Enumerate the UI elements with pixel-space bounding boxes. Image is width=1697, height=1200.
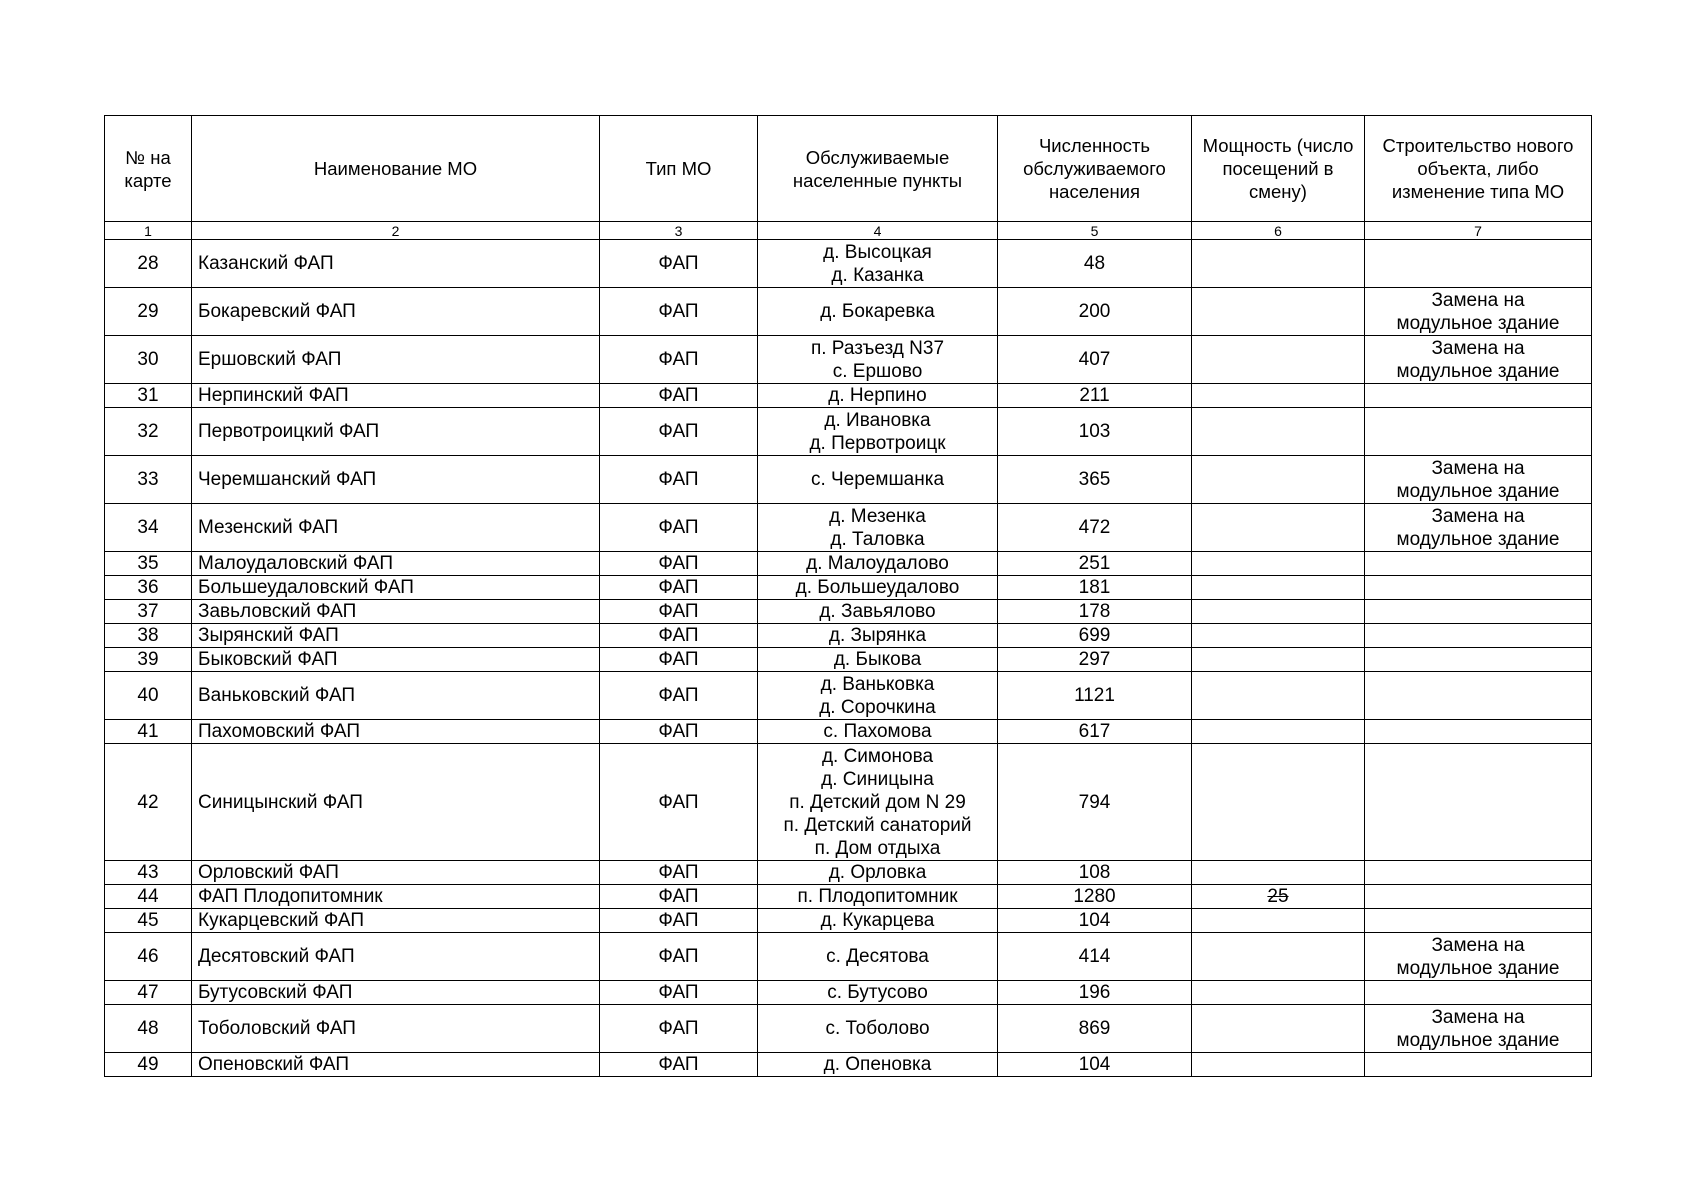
header-row	[105, 116, 1592, 222]
population-cell: 794	[998, 744, 1192, 861]
facility-type-cell: ФАП	[600, 720, 758, 744]
map-number-cell: 28	[105, 240, 192, 288]
table-row	[105, 240, 1592, 288]
map-number-cell: 34	[105, 504, 192, 552]
column-number-row	[105, 222, 1592, 240]
population-cell: 251	[998, 552, 1192, 576]
facility-name-cell: Казанский ФАП	[192, 240, 600, 288]
population-cell: 104	[998, 909, 1192, 933]
population-cell: 365	[998, 456, 1192, 504]
facility-name-cell: Большеудаловский ФАП	[192, 576, 600, 600]
column-number: 3	[600, 222, 758, 240]
facility-type-cell: ФАП	[600, 744, 758, 861]
table-body	[105, 240, 1592, 1077]
capacity-cell	[1192, 933, 1365, 981]
facility-name-cell: ФАП Плодопитомник	[192, 885, 600, 909]
construction-cell: Замена на модульное здание	[1365, 288, 1592, 336]
population-cell: 196	[998, 981, 1192, 1005]
table-row	[105, 624, 1592, 648]
table-row	[105, 861, 1592, 885]
column-number: 5	[998, 222, 1192, 240]
table-row	[105, 648, 1592, 672]
map-number-cell: 45	[105, 909, 192, 933]
header-facility-type: Тип МО	[600, 116, 758, 222]
construction-cell	[1365, 624, 1592, 648]
capacity-cell	[1192, 1005, 1365, 1053]
header-population: Численность обслуживаемого населения	[998, 116, 1192, 222]
table-row	[105, 600, 1592, 624]
construction-cell	[1365, 909, 1592, 933]
column-number: 7	[1365, 222, 1592, 240]
map-number-cell: 43	[105, 861, 192, 885]
settlements-cell: д. Орловка	[758, 861, 998, 885]
header-construction: Строительство нового объекта, либо изменение типа МО	[1365, 116, 1592, 222]
capacity-cell	[1192, 648, 1365, 672]
settlements-cell: д. Бокаревка	[758, 288, 998, 336]
column-number: 2	[192, 222, 600, 240]
settlements-cell: д. Кукарцева	[758, 909, 998, 933]
settlements-cell: д. Быкова	[758, 648, 998, 672]
facility-type-cell: ФАП	[600, 933, 758, 981]
table-row	[105, 1053, 1592, 1077]
facility-type-cell: ФАП	[600, 552, 758, 576]
capacity-cell	[1192, 744, 1365, 861]
construction-cell	[1365, 885, 1592, 909]
map-number-cell: 37	[105, 600, 192, 624]
map-number-cell: 30	[105, 336, 192, 384]
population-cell: 869	[998, 1005, 1192, 1053]
facility-type-cell: ФАП	[600, 576, 758, 600]
construction-cell	[1365, 861, 1592, 885]
medical-facilities-table	[104, 115, 1592, 1077]
table-row	[105, 336, 1592, 384]
construction-cell	[1365, 1053, 1592, 1077]
facility-name-cell: Черемшанский ФАП	[192, 456, 600, 504]
population-cell: 617	[998, 720, 1192, 744]
population-cell: 48	[998, 240, 1192, 288]
capacity-cell	[1192, 456, 1365, 504]
construction-cell: Замена на модульное здание	[1365, 336, 1592, 384]
map-number-cell: 32	[105, 408, 192, 456]
construction-cell	[1365, 600, 1592, 624]
facility-name-cell: Малоудаловский ФАП	[192, 552, 600, 576]
facility-type-cell: ФАП	[600, 240, 758, 288]
facility-name-cell: Мезенский ФАП	[192, 504, 600, 552]
map-number-cell: 47	[105, 981, 192, 1005]
construction-cell	[1365, 648, 1592, 672]
facility-name-cell: Бутусовский ФАП	[192, 981, 600, 1005]
population-cell: 472	[998, 504, 1192, 552]
capacity-cell	[1192, 336, 1365, 384]
facility-name-cell: Ершовский ФАП	[192, 336, 600, 384]
facility-type-cell: ФАП	[600, 672, 758, 720]
header-facility-name: Наименование МО	[192, 116, 600, 222]
column-number: 1	[105, 222, 192, 240]
settlements-cell: д. Высоцкая д. Казанка	[758, 240, 998, 288]
facility-name-cell: Быковский ФАП	[192, 648, 600, 672]
population-cell: 211	[998, 384, 1192, 408]
population-cell: 103	[998, 408, 1192, 456]
capacity-cell	[1192, 600, 1365, 624]
table-row	[105, 672, 1592, 720]
capacity-cell	[1192, 624, 1365, 648]
settlements-cell: с. Бутусово	[758, 981, 998, 1005]
settlements-cell: д. Завьялово	[758, 600, 998, 624]
table-row	[105, 288, 1592, 336]
facility-type-cell: ФАП	[600, 909, 758, 933]
construction-cell: Замена на модульное здание	[1365, 504, 1592, 552]
table-row	[105, 408, 1592, 456]
table-row	[105, 720, 1592, 744]
construction-cell: Замена на модульное здание	[1365, 1005, 1592, 1053]
capacity-cell	[1192, 981, 1365, 1005]
facility-name-cell: Тоболовский ФАП	[192, 1005, 600, 1053]
facility-name-cell: Нерпинский ФАП	[192, 384, 600, 408]
facility-name-cell: Кукарцевский ФАП	[192, 909, 600, 933]
settlements-cell: с. Десятова	[758, 933, 998, 981]
construction-cell	[1365, 981, 1592, 1005]
settlements-cell: с. Черемшанка	[758, 456, 998, 504]
facility-name-cell: Пахомовский ФАП	[192, 720, 600, 744]
capacity-cell	[1192, 1053, 1365, 1077]
construction-cell: Замена на модульное здание	[1365, 933, 1592, 981]
capacity-cell	[1192, 384, 1365, 408]
map-number-cell: 38	[105, 624, 192, 648]
header-map-number: № на карте	[105, 116, 192, 222]
map-number-cell: 49	[105, 1053, 192, 1077]
construction-cell	[1365, 240, 1592, 288]
table-row	[105, 933, 1592, 981]
table-row	[105, 504, 1592, 552]
settlements-cell: д. Малоудалово	[758, 552, 998, 576]
facility-name-cell: Первотроицкий ФАП	[192, 408, 600, 456]
table-row	[105, 384, 1592, 408]
column-number: 4	[758, 222, 998, 240]
facility-type-cell: ФАП	[600, 981, 758, 1005]
map-number-cell: 36	[105, 576, 192, 600]
population-cell: 407	[998, 336, 1192, 384]
capacity-cell	[1192, 909, 1365, 933]
facility-type-cell: ФАП	[600, 504, 758, 552]
facility-name-cell: Синицынский ФАП	[192, 744, 600, 861]
facility-name-cell: Десятовский ФАП	[192, 933, 600, 981]
capacity-cell	[1192, 720, 1365, 744]
map-number-cell: 46	[105, 933, 192, 981]
capacity-cell	[1192, 504, 1365, 552]
facility-name-cell: Бокаревский ФАП	[192, 288, 600, 336]
population-cell: 1121	[998, 672, 1192, 720]
population-cell: 108	[998, 861, 1192, 885]
facility-name-cell: Опеновский ФАП	[192, 1053, 600, 1077]
population-cell: 200	[998, 288, 1192, 336]
table-row	[105, 744, 1592, 861]
capacity-cell	[1192, 576, 1365, 600]
facility-type-cell: ФАП	[600, 408, 758, 456]
settlements-cell: д. Опеновка	[758, 1053, 998, 1077]
construction-cell: Замена на модульное здание	[1365, 456, 1592, 504]
map-number-cell: 41	[105, 720, 192, 744]
construction-cell	[1365, 384, 1592, 408]
population-cell: 699	[998, 624, 1192, 648]
facility-type-cell: ФАП	[600, 288, 758, 336]
column-number: 6	[1192, 222, 1365, 240]
capacity-cell	[1192, 408, 1365, 456]
facility-name-cell: Орловский ФАП	[192, 861, 600, 885]
table-row	[105, 1005, 1592, 1053]
capacity-cell	[1192, 861, 1365, 885]
facility-type-cell: ФАП	[600, 336, 758, 384]
settlements-cell: д. Большеудалово	[758, 576, 998, 600]
map-number-cell: 31	[105, 384, 192, 408]
construction-cell	[1365, 408, 1592, 456]
facility-type-cell: ФАП	[600, 1053, 758, 1077]
construction-cell	[1365, 744, 1592, 861]
map-number-cell: 44	[105, 885, 192, 909]
settlements-cell: д. Симонова д. Синицына п. Детский дом N 29 п. Детский санаторий п. Дом отдыха	[758, 744, 998, 861]
map-number-cell: 40	[105, 672, 192, 720]
facility-name-cell: Зырянский ФАП	[192, 624, 600, 648]
settlements-cell: д. Ивановка д. Первотроицк	[758, 408, 998, 456]
header-settlements: Обслуживаемые населенные пункты	[758, 116, 998, 222]
construction-cell	[1365, 576, 1592, 600]
capacity-cell: 25	[1192, 885, 1365, 909]
settlements-cell: п. Плодопитомник	[758, 885, 998, 909]
table-row	[105, 576, 1592, 600]
table-row	[105, 456, 1592, 504]
facility-type-cell: ФАП	[600, 624, 758, 648]
settlements-cell: п. Разъезд N37 с. Ершово	[758, 336, 998, 384]
settlements-cell: с. Пахомова	[758, 720, 998, 744]
population-cell: 297	[998, 648, 1192, 672]
population-cell: 104	[998, 1053, 1192, 1077]
header-capacity: Мощность (число посещений в смену)	[1192, 116, 1365, 222]
facility-type-cell: ФАП	[600, 885, 758, 909]
facility-type-cell: ФАП	[600, 456, 758, 504]
settlements-cell: с. Тоболово	[758, 1005, 998, 1053]
table-row	[105, 552, 1592, 576]
map-number-cell: 42	[105, 744, 192, 861]
population-cell: 414	[998, 933, 1192, 981]
population-cell: 178	[998, 600, 1192, 624]
settlements-cell: д. Зырянка	[758, 624, 998, 648]
capacity-cell	[1192, 672, 1365, 720]
map-number-cell: 39	[105, 648, 192, 672]
settlements-cell: д. Ваньковка д. Сорочкина	[758, 672, 998, 720]
table-row	[105, 909, 1592, 933]
construction-cell	[1365, 552, 1592, 576]
population-cell: 1280	[998, 885, 1192, 909]
map-number-cell: 29	[105, 288, 192, 336]
facility-type-cell: ФАП	[600, 600, 758, 624]
capacity-cell	[1192, 240, 1365, 288]
facility-name-cell: Ваньковский ФАП	[192, 672, 600, 720]
population-cell: 181	[998, 576, 1192, 600]
capacity-cell	[1192, 288, 1365, 336]
table-row	[105, 981, 1592, 1005]
map-number-cell: 33	[105, 456, 192, 504]
map-number-cell: 48	[105, 1005, 192, 1053]
map-number-cell: 35	[105, 552, 192, 576]
facility-name-cell: Завьловский ФАП	[192, 600, 600, 624]
facility-type-cell: ФАП	[600, 648, 758, 672]
table-row	[105, 885, 1592, 909]
facility-type-cell: ФАП	[600, 861, 758, 885]
facility-type-cell: ФАП	[600, 384, 758, 408]
facility-type-cell: ФАП	[600, 1005, 758, 1053]
settlements-cell: д. Нерпино	[758, 384, 998, 408]
construction-cell	[1365, 720, 1592, 744]
construction-cell	[1365, 672, 1592, 720]
settlements-cell: д. Мезенка д. Таловка	[758, 504, 998, 552]
capacity-cell	[1192, 552, 1365, 576]
